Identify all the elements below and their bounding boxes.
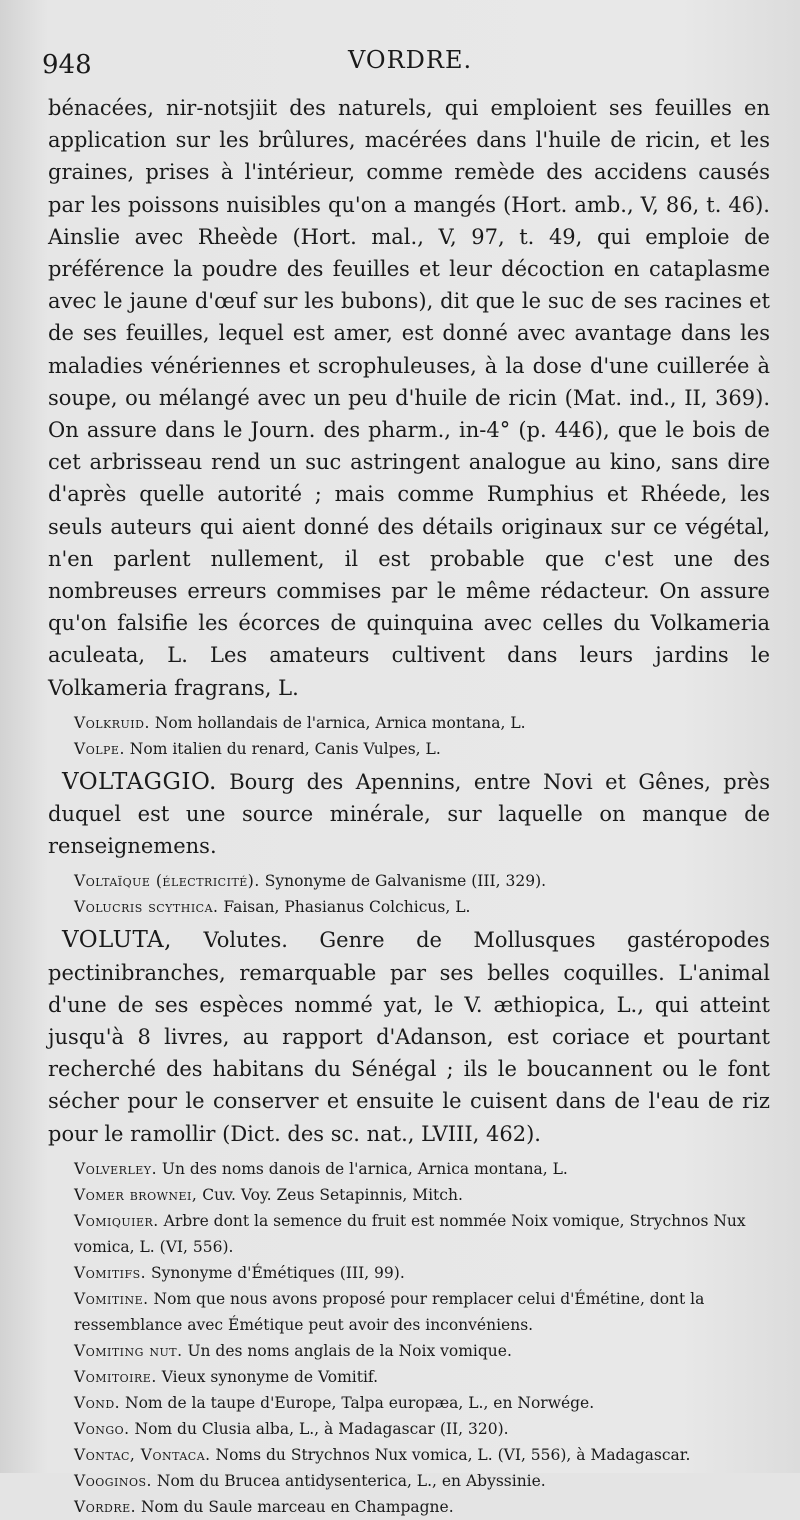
- dictionary-entry: [48, 1286, 770, 1338]
- entry-head: Vond.: [74, 1393, 121, 1412]
- entry-list-3: [48, 1156, 770, 1520]
- entry-head: Vomitifs.: [74, 1263, 147, 1282]
- entry-text: Vieux synonyme de Vomitif.: [156, 1367, 379, 1386]
- entry-head: Volucris scythica.: [74, 898, 219, 917]
- entry-head: Vomer brownei,: [74, 1185, 198, 1204]
- dictionary-entry: [48, 1260, 770, 1286]
- dictionary-entry: [48, 1182, 770, 1208]
- dictionary-entry: [48, 710, 770, 736]
- entry-list-1: [48, 710, 770, 762]
- entry-head: Volverley.: [74, 1159, 157, 1178]
- voluta-entry: [48, 924, 770, 1149]
- page-number: 948: [42, 50, 92, 80]
- entry-text: Noms du Strychnos Nux vomica, L. (VI, 556), à Madagascar.: [210, 1445, 691, 1464]
- entry-text: Nom du Clusia alba, L., à Madagascar (II, 320).: [129, 1419, 509, 1438]
- dictionary-entry: [48, 1338, 770, 1364]
- dictionary-entry: [48, 868, 770, 894]
- dictionary-entry: [48, 1208, 770, 1260]
- entry-text: Faisan, Phasianus Colchicus, L.: [218, 898, 471, 917]
- dictionary-entry: [48, 736, 770, 762]
- entry-text: Cuv. Voy. Zeus Setapinnis, Mitch.: [197, 1185, 463, 1204]
- entry-head: Vomiting nut.: [74, 1341, 183, 1360]
- entry-body: Bourg des Apennins, entre Novi et Gênes, près duquel est une source minérale, sur laquelle on manque de renseignemens.: [48, 769, 770, 859]
- entry-text: Arbre dont la semence du fruit est nommée Noix vomique, Strychnos Nux vomica, L. (VI, 556).: [74, 1211, 746, 1256]
- dictionary-entry: [48, 1494, 770, 1520]
- entry-text: Nom du Brucea antidysenterica, L., en Abyssinie.: [151, 1471, 546, 1490]
- entry-head: Vordre.: [74, 1497, 137, 1516]
- entry-head: Vomiquier.: [74, 1211, 159, 1230]
- voltaggio-entry: [48, 766, 770, 863]
- entry-heading: VOLTAGGIO.: [62, 768, 217, 795]
- dictionary-entry: [48, 1390, 770, 1416]
- running-head: VORDRE.: [348, 46, 473, 74]
- entry-head: Volpe.: [74, 739, 125, 758]
- entry-text: Synonyme d'Émétiques (III, 99).: [146, 1263, 405, 1282]
- entry-list-2: [48, 868, 770, 920]
- dictionary-entry: [48, 1468, 770, 1494]
- entry-text: Nom italien du renard, Canis Vulpes, L.: [124, 739, 441, 758]
- entry-head: Vooginos.: [74, 1471, 152, 1490]
- entry-text: Nom hollandais de l'arnica, Arnica montana, L.: [149, 713, 526, 732]
- entry-heading: VOLUTA,: [62, 927, 172, 954]
- entry-head: Vomitine.: [74, 1289, 149, 1308]
- entry-text: Un des noms danois de l'arnica, Arnica montana, L.: [157, 1159, 568, 1178]
- dictionary-entry: [48, 1416, 770, 1442]
- dictionary-entry: [48, 1442, 770, 1468]
- dictionary-entry: [48, 1364, 770, 1390]
- dictionary-entry: [48, 894, 770, 920]
- entry-text: Un des noms anglais de la Noix vomique.: [182, 1341, 512, 1360]
- entry-text: Nom de la taupe d'Europe, Talpa europæa, L., en Norwége.: [120, 1393, 595, 1412]
- entry-head: Voltaïque (électricité).: [74, 872, 260, 891]
- entry-head: Vongo.: [74, 1419, 130, 1438]
- entry-text: Nom du Saule marceau en Champagne.: [136, 1497, 454, 1516]
- entry-head: Vomitoire.: [74, 1367, 157, 1386]
- entry-body: Volutes. Genre de Mollusques gastéropodes pectinibranches, remarquable par ses belles coquilles. L'animal d'une de ses espèces nommé yat, le V. æthiopica, L., qui atteint jusqu'à 8 livres, au rapport d'Adanson, est coriace et pourtant recherché des habitans du Sénégal ; ils le boucannent ou le font sécher pour le conserver et ensuite le cuisent dans de l'eau de riz pour le ramollir (Dict. des sc. nat., LVIII, 462).: [48, 928, 770, 1146]
- entry-text: Nom que nous avons proposé pour remplacer celui d'Émétine, dont la ressemblance avec Émétique peut avoir des inconvéniens.: [74, 1289, 705, 1334]
- entry-head: Volkruid.: [74, 713, 150, 732]
- page-header: [42, 44, 770, 90]
- main-paragraph: bénacées, nir-notsjiit des naturels, qui emploient ses feuilles en application sur les brûlures, macérées dans l'huile de ricin, et les graines, prises à l'intérieur, comme remède des accidens causés par les poissons nuisibles qu'on a mangés (Hort. amb., V, 86, t. 46). Ainslie avec Rheède (Hort. mal., V, 97, t. 49, qui emploie de préférence la poudre des feuilles et leur décoction en cataplasme avec le jaune d'œuf sur les bubons), dit que le suc de ses racines et de ses feuilles, lequel est amer, est donné avec avantage dans les maladies vénériennes et scrophuleuses, à la dose d'une cuillerée à soupe, ou mélangé avec un peu d'huile de ricin (Mat. ind., II, 369). On assure dans le Journ. des pharm., in-4° (p. 446), que le bois de cet arbrisseau rend un suc astringent analogue au kino, sans dire d'après quelle autorité ; mais comme Rumphius et Rhéede, les seuls auteurs qui aient donné des détails originaux sur ce végétal, n'en parlent nullement, il est probable que c'est une des nombreuses erreurs commises par le même rédacteur. On assure qu'on falsifie les écorces de quinquina avec celles du Volkameria aculeata, L. Les amateurs cultivent dans leurs jardins le Volkameria fragrans, L.: [48, 96, 770, 700]
- entry-head: Vontac, Vontaca.: [74, 1445, 211, 1464]
- dictionary-entry: [48, 1156, 770, 1182]
- entry-text: Synonyme de Galvanisme (III, 329).: [259, 872, 547, 891]
